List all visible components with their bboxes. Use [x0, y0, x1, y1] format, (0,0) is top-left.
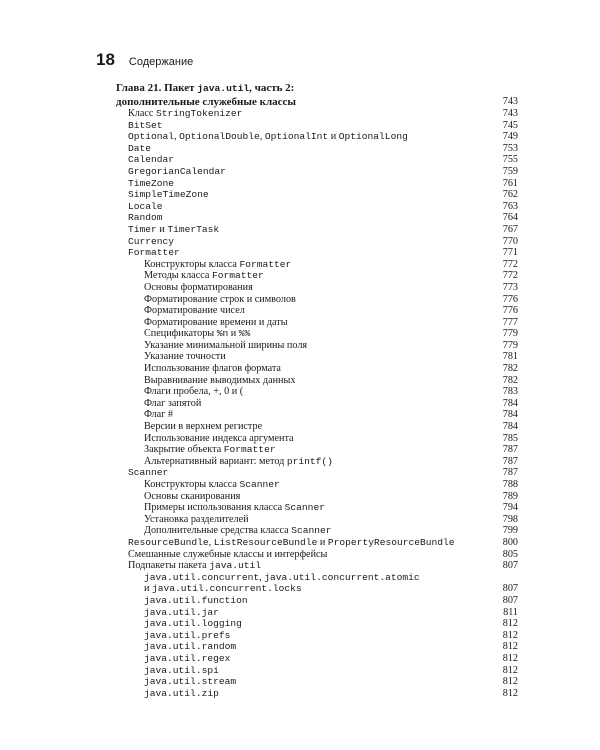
toc-entry-page: 772 [502, 258, 518, 270]
toc-entry-page: 776 [502, 293, 518, 305]
toc-entry-title: Форматирование строк и символов [144, 293, 296, 305]
toc-entry-page: 805 [502, 548, 518, 560]
toc-entry-title: java.util.stream [144, 676, 237, 688]
toc-entry-page: 753 [502, 142, 518, 154]
toc-entry[interactable] [116, 108, 518, 120]
toc-entry-title: Флаг # [144, 409, 173, 421]
toc-entry-title: Альтернативный вариант: метод printf() [144, 455, 333, 467]
toc-entry-page: 787 [502, 467, 518, 479]
toc-entry[interactable] [116, 502, 518, 514]
toc-entry-page: 770 [502, 235, 518, 247]
toc-entry-title: java.util.regex [144, 652, 231, 664]
toc-entry[interactable] [116, 479, 518, 491]
toc-entry[interactable] [116, 120, 518, 132]
toc-entry-page: 764 [502, 212, 518, 224]
page-number: 18 [96, 50, 115, 69]
toc-entry-title: Конструкторы класса Scanner [144, 479, 280, 490]
toc-entry[interactable] [116, 328, 518, 340]
toc-entry-title: Флаги пробела, +, 0 и ( [144, 386, 244, 398]
toc-entry-title: java.util.logging [144, 618, 242, 630]
toc-entry-title: Scanner [128, 467, 169, 479]
toc-entry[interactable] [116, 688, 518, 700]
toc-entry-title: Закрытие объекта Formatter [144, 444, 276, 456]
toc-entry-title: ResourceBundle, ListResourceBundle и PropertyResourceBundle [128, 536, 455, 548]
toc-entry[interactable] [116, 375, 518, 387]
toc-entry-title: Optional, OptionalDouble, OptionalInt и OptionalLong [128, 131, 408, 143]
toc-entry[interactable] [116, 131, 518, 143]
toc-entry[interactable] [116, 259, 518, 271]
toc-entry-title: Основы форматирования [144, 281, 253, 293]
toc-entry-page: 776 [502, 305, 518, 317]
toc-entry-page: 773 [502, 281, 518, 293]
toc-entry-title: TimeZone [128, 177, 175, 189]
toc-entry-title: Использование индекса аргумента [144, 432, 294, 444]
toc-entry-title: java.util.jar [144, 606, 219, 618]
toc-entry-page: 807 [502, 560, 518, 572]
toc-entry-page: 784 [502, 421, 518, 433]
toc-entry-page: 812 [502, 652, 518, 664]
toc-entry[interactable] [116, 572, 518, 584]
toc-entry[interactable] [116, 201, 518, 213]
toc-entry-page: 812 [502, 687, 518, 699]
toc-entry-page: 772 [502, 270, 518, 282]
toc-entry-page: 784 [502, 409, 518, 421]
toc-entry[interactable] [116, 630, 518, 642]
toc-entries [116, 108, 518, 699]
toc-entry-title: java.util.concurrent, java.util.concurrent.atomic [144, 571, 420, 583]
toc-entry-page: 779 [502, 339, 518, 351]
toc-entry-page: 761 [502, 177, 518, 189]
toc-entry-page: 812 [502, 629, 518, 641]
toc-entry-page: 812 [502, 618, 518, 630]
toc-entry-page: 745 [502, 119, 518, 131]
toc-entry-title: BitSet [128, 119, 163, 131]
toc-entry-page: 787 [502, 444, 518, 456]
toc-entry-page: 759 [502, 165, 518, 177]
toc-entry-page: 807 [502, 583, 518, 595]
toc-entry[interactable] [116, 178, 518, 190]
toc-entry-title: Указание точности [144, 351, 226, 363]
toc-entry-page: 799 [502, 525, 518, 537]
toc-entry-title: Timer и TimerTask [128, 223, 220, 235]
toc-entry-page: 784 [502, 397, 518, 409]
toc-entry-title: Форматирование чисел [144, 305, 245, 317]
toc-entry-title: java.util.prefs [144, 629, 231, 641]
toc-entry-title: Версии в верхнем регистре [144, 421, 263, 433]
toc-entry-title: Основы сканирования [144, 490, 241, 502]
toc-entry[interactable] [116, 386, 518, 398]
toc-entry[interactable] [116, 282, 518, 294]
toc-entry-title: GregorianCalendar [128, 165, 226, 177]
toc-entry[interactable] [116, 224, 518, 236]
toc-entry-title: Примеры использования класса Scanner [144, 502, 325, 514]
toc-entry[interactable] [116, 641, 518, 653]
toc-entry[interactable] [116, 247, 518, 259]
toc-entry[interactable] [116, 305, 518, 317]
toc-entry-title: Методы класса Formatter [144, 270, 264, 282]
toc-entry-title: Дополнительные средства класса Scanner [144, 525, 332, 537]
toc-entry-title: Выравнивание выводимых данных [144, 374, 296, 386]
toc-entry-title: Использование флагов формата [144, 363, 281, 375]
running-head [96, 50, 193, 70]
toc-entry[interactable] [116, 409, 518, 421]
toc-entry[interactable] [116, 363, 518, 375]
toc-entry-page: 807 [502, 594, 518, 606]
toc-entry[interactable] [116, 456, 518, 468]
toc-entry-title: Formatter [128, 247, 180, 259]
toc-entry-page: 771 [502, 247, 518, 259]
toc-entry-page: 787 [502, 455, 518, 467]
toc-entry[interactable] [116, 537, 518, 549]
toc-entry[interactable] [116, 154, 518, 166]
toc-entry-title: Calendar [128, 154, 175, 166]
toc-entry-page: 779 [502, 328, 518, 340]
toc-entry[interactable] [116, 467, 518, 479]
toc-entry-page: 812 [502, 664, 518, 676]
toc-entry-title: Класс StringTokenizer [128, 108, 243, 119]
toc-entry-page: 785 [502, 432, 518, 444]
toc-entry[interactable] [116, 595, 518, 607]
toc-entry-page: 812 [502, 641, 518, 653]
toc-entry[interactable] [116, 317, 518, 329]
toc-entry-page: 763 [502, 200, 518, 212]
toc-entry[interactable] [116, 491, 518, 503]
toc-entry-page: 798 [502, 513, 518, 525]
toc-entry-title: Смешанные служебные классы и интерфейсы [128, 548, 328, 560]
toc-entry-title: Подпакеты пакета java.util [128, 560, 262, 572]
section-title: Содержание [128, 56, 194, 68]
toc-entry[interactable] [116, 514, 518, 526]
toc-entry-title: java.util.zip [144, 687, 219, 699]
toc-entry-page: 781 [502, 351, 518, 363]
toc-entry[interactable] [116, 433, 518, 445]
toc-entry[interactable] [116, 294, 518, 306]
chapter-heading [116, 82, 518, 108]
toc-entry-title: java.util.random [144, 641, 237, 653]
toc-entry[interactable] [116, 676, 518, 688]
toc-entry-page: 800 [502, 536, 518, 548]
toc-entry-page: 767 [502, 223, 518, 235]
toc-entry-title: Указание минимальной ширины поля [144, 339, 308, 351]
toc-entry-page: 743 [502, 108, 518, 119]
toc-entry[interactable] [116, 607, 518, 619]
toc-entry-page: 777 [502, 316, 518, 328]
toc-entry[interactable] [116, 166, 518, 178]
toc-entry-title: Random [128, 212, 163, 224]
toc-entry-title: Флаг запятой [144, 397, 202, 409]
toc-entry[interactable] [116, 212, 518, 224]
toc-entry-title: Форматирование времени и даты [144, 316, 288, 328]
toc-entry-title: Спецификаторы %n и %% [144, 328, 251, 340]
toc-entry[interactable] [116, 270, 518, 282]
chapter-title-line-2: дополнительные служебные классы [116, 95, 296, 108]
toc-entry[interactable] [116, 525, 518, 537]
toc-entry-page: 812 [502, 676, 518, 688]
toc-entry[interactable] [116, 421, 518, 433]
toc-entry[interactable] [116, 583, 518, 595]
toc-entry-page: 762 [502, 189, 518, 201]
chapter-page: 743 [502, 96, 518, 108]
toc-entry-title: Locale [128, 200, 163, 212]
toc-entry-page: 794 [502, 502, 518, 514]
toc-entry-page: 782 [502, 374, 518, 386]
toc-entry-title: Конструкторы класса Formatter [144, 258, 292, 270]
toc-entry[interactable] [116, 665, 518, 677]
toc-entry[interactable] [116, 236, 518, 248]
toc-entry-title: java.util.function [144, 594, 248, 606]
toc-entry[interactable] [116, 560, 518, 572]
toc-entry-title: Currency [128, 235, 175, 247]
toc-entry[interactable] [116, 189, 518, 201]
toc-entry-page: 788 [502, 479, 518, 490]
toc-entry-page: 783 [502, 386, 518, 398]
toc-entry-page: 755 [502, 154, 518, 166]
toc-entry[interactable] [116, 398, 518, 410]
toc-entry-title: java.util.spi [144, 664, 219, 676]
toc-entry-title: и java.util.concurrent.locks [144, 583, 302, 595]
toc-entry[interactable] [116, 549, 518, 561]
toc-entry[interactable] [116, 653, 518, 665]
toc-entry-page: 782 [502, 363, 518, 375]
toc-entry[interactable] [116, 444, 518, 456]
toc-entry-page: 811 [503, 606, 518, 618]
toc-entry[interactable] [116, 340, 518, 352]
toc-entry-title: Установка разделителей [144, 513, 249, 525]
table-of-contents [116, 82, 518, 699]
toc-entry-title: Date [128, 142, 152, 154]
toc-entry-page: 749 [502, 131, 518, 143]
chapter-title-line-1: Глава 21. Пакет java.util, часть 2: [116, 82, 295, 94]
toc-entry-title: SimpleTimeZone [128, 189, 209, 201]
toc-entry[interactable] [116, 351, 518, 363]
toc-entry[interactable] [116, 618, 518, 630]
toc-entry[interactable] [116, 143, 518, 155]
toc-entry-page: 789 [502, 490, 518, 502]
